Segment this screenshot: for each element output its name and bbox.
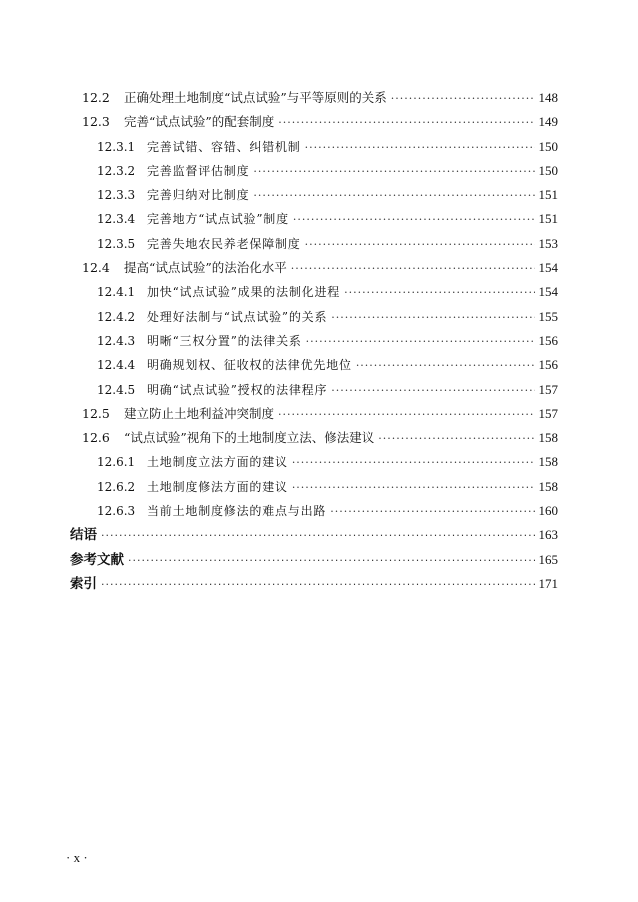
toc-dot-leader xyxy=(378,427,534,451)
toc-entry-line xyxy=(97,378,558,403)
toc-entry-line xyxy=(82,402,558,427)
toc-entry-title: 处理好法制与“试点试验”的关系 xyxy=(147,309,328,324)
toc-dot-leader xyxy=(331,306,534,330)
toc-entry[interactable] xyxy=(0,426,638,450)
toc-dot-leader xyxy=(330,500,534,524)
toc-entry[interactable] xyxy=(0,86,638,110)
toc-entry[interactable] xyxy=(0,207,638,231)
toc-entry-number: 12.4.2 xyxy=(97,309,136,324)
toc-entry-page: 150 xyxy=(538,138,558,154)
toc-entry-number: 12.3.4 xyxy=(97,212,136,227)
toc-entry-title: 土地制度修法方面的建议 xyxy=(147,479,288,494)
toc-entry-title: 明晰“三权分置”的法律关系 xyxy=(147,333,302,348)
toc-entry-line xyxy=(97,183,558,208)
toc-entry-title: 完善监督评估制度 xyxy=(147,163,250,178)
toc-entry-line xyxy=(97,475,558,500)
toc-entry-page: 160 xyxy=(538,503,558,519)
toc-entry-line xyxy=(97,353,558,378)
toc-entry-page: 158 xyxy=(538,454,558,470)
toc-entry-title: 建立防止土地利益冲突制度 xyxy=(124,405,275,421)
toc-entry-number: 12.6.3 xyxy=(97,504,136,519)
toc-entry[interactable] xyxy=(0,329,638,353)
toc-entry-line xyxy=(82,86,558,111)
toc-entry[interactable] xyxy=(0,353,638,377)
toc-entry-line xyxy=(70,572,558,597)
toc-dot-leader xyxy=(291,257,535,281)
toc-dot-leader xyxy=(253,160,534,184)
toc-entry-number: 12.3 xyxy=(82,114,110,130)
table-of-contents xyxy=(0,86,638,596)
toc-entry-page: 171 xyxy=(538,575,558,591)
toc-dot-leader xyxy=(305,233,535,257)
toc-entry[interactable] xyxy=(0,450,638,474)
toc-entry-page: 154 xyxy=(538,260,558,276)
toc-entry-page: 158 xyxy=(538,430,558,446)
toc-entry-page: 163 xyxy=(538,527,558,543)
toc-entry-title: 结语 xyxy=(70,527,97,544)
toc-dot-leader xyxy=(101,573,535,597)
toc-entry-number: 12.6.1 xyxy=(97,455,136,470)
toc-entry[interactable] xyxy=(0,475,638,499)
toc-entry-page: 155 xyxy=(538,308,558,324)
toc-entry-page: 150 xyxy=(538,162,558,178)
toc-entry-title: 当前土地制度修法的难点与出路 xyxy=(147,504,327,519)
toc-entry-title: 完善地方“试点试验”制度 xyxy=(147,212,289,227)
toc-entry-title: 提高“试点试验”的法治化水平 xyxy=(124,260,287,276)
page-number-footer: · x · xyxy=(66,850,88,865)
toc-entry[interactable] xyxy=(0,305,638,329)
toc-entry-number: 12.2 xyxy=(82,90,110,105)
toc-entry-number: 12.4.3 xyxy=(97,333,136,348)
toc-entry-title: 完善“试点试验”的配套制度 xyxy=(124,114,275,130)
toc-entry-page: 157 xyxy=(538,381,558,397)
toc-entry-title: 参考文献 xyxy=(70,551,124,568)
toc-entry-title: 正确处理土地制度“试点试验”与平等原则的关系 xyxy=(124,90,387,105)
toc-entry-line xyxy=(70,523,558,548)
toc-entry-line xyxy=(97,159,558,184)
toc-entry-page: 156 xyxy=(538,357,558,373)
toc-entry-number: 12.6 xyxy=(82,430,110,446)
toc-dot-leader xyxy=(356,354,535,378)
toc-entry[interactable] xyxy=(0,135,638,159)
toc-entry-number: 12.3.1 xyxy=(97,139,136,154)
toc-dot-leader xyxy=(293,208,535,232)
toc-entry[interactable] xyxy=(0,280,638,304)
toc-entry-line xyxy=(82,110,558,135)
toc-entry-number: 12.3.3 xyxy=(97,188,136,203)
toc-entry[interactable] xyxy=(0,159,638,183)
toc-entry-page: 151 xyxy=(538,211,558,227)
toc-entry-number: 12.4 xyxy=(82,260,110,276)
toc-entry-line xyxy=(82,256,558,281)
toc-dot-leader xyxy=(278,111,534,135)
toc-entry-title: 完善试错、容错、纠错机制 xyxy=(147,139,301,154)
toc-entry-page: 153 xyxy=(538,235,558,251)
toc-entry-number: 12.4.1 xyxy=(97,285,136,300)
toc-entry-page: 151 xyxy=(538,187,558,203)
toc-entry-page: 165 xyxy=(538,551,558,567)
toc-entry[interactable] xyxy=(0,183,638,207)
toc-dot-leader xyxy=(391,87,535,111)
toc-entry[interactable] xyxy=(0,499,638,523)
toc-dot-leader xyxy=(331,379,534,403)
toc-entry-number: 12.3.5 xyxy=(97,236,136,251)
toc-entry-line xyxy=(97,450,558,475)
toc-entry-title: 明确规划权、征收权的法律优先地位 xyxy=(147,358,352,373)
toc-entry-page: 156 xyxy=(538,332,558,348)
toc-entry-title: 索引 xyxy=(70,575,97,592)
toc-entry-line xyxy=(97,280,558,305)
toc-entry[interactable] xyxy=(0,378,638,402)
toc-entry-page: 158 xyxy=(538,478,558,494)
toc-entry-title: 完善失地农民养老保障制度 xyxy=(147,236,301,251)
toc-entry-line xyxy=(97,329,558,354)
toc-entry-number: 12.3.2 xyxy=(97,163,136,178)
toc-entry-title: 明确“试点试验”授权的法律程序 xyxy=(147,382,328,397)
toc-entry-page: 149 xyxy=(538,114,558,130)
toc-entry-line xyxy=(82,426,558,451)
toc-entry-line xyxy=(97,207,558,232)
toc-entry-number: 12.4.4 xyxy=(97,358,136,373)
toc-entry-line xyxy=(97,232,558,257)
toc-entry[interactable] xyxy=(0,548,638,572)
toc-dot-leader xyxy=(306,330,535,354)
toc-dot-leader xyxy=(101,524,535,548)
toc-entry[interactable] xyxy=(0,402,638,426)
toc-entry-title: 完善归纳对比制度 xyxy=(147,188,250,203)
toc-entry-line xyxy=(97,135,558,160)
toc-entry-number: 12.5 xyxy=(82,405,110,421)
toc-dot-leader xyxy=(292,476,535,500)
toc-entry-number: 12.4.5 xyxy=(97,382,136,397)
toc-entry-page: 154 xyxy=(538,284,558,300)
toc-entry-title: 加快“试点试验”成果的法制化进程 xyxy=(147,285,341,300)
toc-entry-line xyxy=(97,305,558,330)
toc-dot-leader xyxy=(128,549,535,573)
toc-entry-number: 12.6.2 xyxy=(97,479,136,494)
toc-dot-leader xyxy=(292,451,535,475)
toc-entry[interactable] xyxy=(0,110,638,134)
toc-entry-title: 土地制度立法方面的建议 xyxy=(147,455,288,470)
toc-entry[interactable] xyxy=(0,256,638,280)
toc-entry-page: 148 xyxy=(538,90,558,105)
toc-dot-leader xyxy=(344,281,534,305)
toc-entry-page: 157 xyxy=(538,405,558,421)
toc-entry[interactable] xyxy=(0,232,638,256)
toc-entry-title: “试点试验”视角下的土地制度立法、修法建议 xyxy=(124,430,375,446)
toc-dot-leader xyxy=(278,403,534,427)
toc-entry-line xyxy=(97,499,558,524)
toc-dot-leader xyxy=(305,136,535,160)
toc-dot-leader xyxy=(253,184,534,208)
toc-entry[interactable] xyxy=(0,572,638,596)
toc-entry-line xyxy=(70,548,558,573)
toc-entry[interactable] xyxy=(0,523,638,547)
